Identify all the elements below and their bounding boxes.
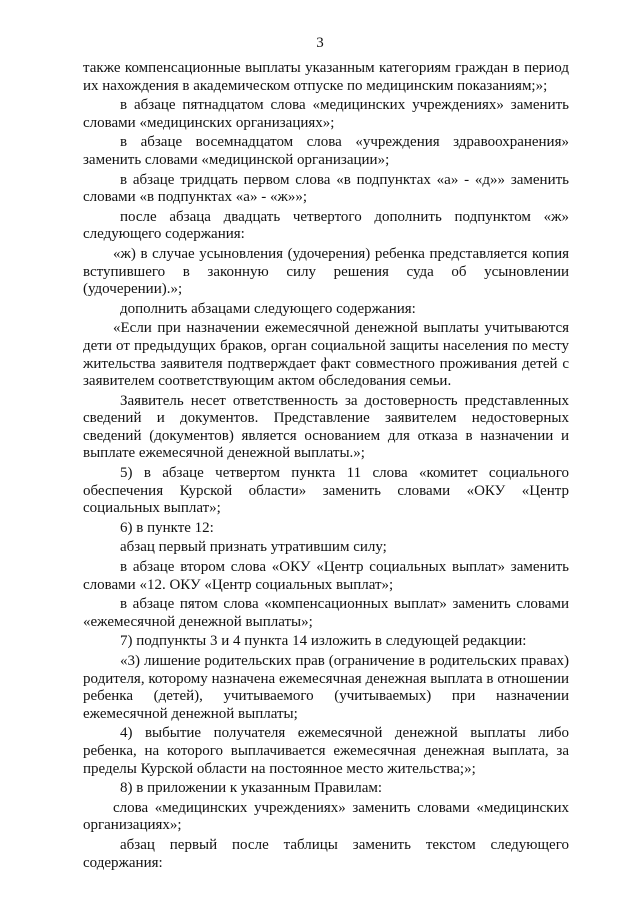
paragraph: 7) подпункты 3 и 4 пункта 14 изложить в следующей редакции: [120,633,527,650]
paragraph: в абзаце пятом слова «компенсационных выплат» заменить словами «ежемесячной денежной выплаты»; [83,596,569,630]
paragraph: Заявитель несет ответственность за достоверность представленных сведений и документов. Представление заявителем недостоверных сведений (документов) является основанием для отказа в назначении и выплате ежемесячной денежной выплаты.»; [83,392,569,462]
paragraph: после абзаца двадцать четвертого дополнить подпунктом «ж» следующего содержания: [83,208,569,243]
paragraph: в абзаце восемнадцатом слова «учреждения здравоохранения» заменить словами «медицинской организации»; [83,134,569,168]
paragraph: 4) выбытие получателя ежемесячной денежной выплаты либо ребенка, на которого выплачивается ежемесячная денежная выплата, за пределы Курской области на постоянное место жительства;»; [83,725,569,777]
paragraph: также компенсационные выплаты указанным категориям граждан в период их нахождения в академическом отпуске по медицинским показаниям;»; [83,60,569,94]
paragraph: в абзаце тридцать первом слова «в подпунктах «а» - «д»» заменить словами «в подпунктах «а» - «ж»»; [83,171,569,206]
paragraph: «3) лишение родительских прав (ограничение в родительских правах) родителя, которому назначена ежемесячная денежная выплата в отношении ребенка (детей), учитываемого (учитываемых) при назначении ежемесячной денежной выплаты; [83,653,569,722]
paragraph: 8) в приложении к указанным Правилам: [120,780,383,797]
paragraph: дополнить абзацами следующего содержания: [120,300,416,317]
paragraph: 6) в пункте 12: [120,519,214,536]
paragraph: в абзаце втором слова «ОКУ «Центр социальных выплат» заменить словами «12. ОКУ «Центр социальных выплат»; [83,559,569,593]
paragraph: в абзаце пятнадцатом слова «медицинских учреждениях» заменить словами «медицинских организациях»; [83,97,569,131]
paragraph: «ж) в случае усыновления (удочерения) ребенка представляется копия вступившего в законную силу решения суда об усыновлении (удочерении).»; [83,245,569,298]
paragraph: «Если при назначении ежемесячной денежной выплаты учитываются дети от предыдущих браков, орган социальной защиты населения по месту жительства заявителя подтверждает факт совместного проживания детей с заявителем соответствующим актом обследования семьи. [83,320,569,390]
paragraph: абзац первый признать утратившим силу; [120,539,387,556]
paragraph: слова «медицинских учреждениях» заменить словами «медицинских организациях»; [83,799,569,834]
page-number: 3 [316,35,324,51]
paragraph: абзац первый после таблицы заменить текстом следующего содержания: [83,836,569,871]
document-body [83,60,569,874]
paragraph: 5) в абзаце четвертом пункта 11 слова «комитет социального обеспечения Курской области» заменить словами «ОКУ «Центр социальных выплат»; [83,465,569,517]
